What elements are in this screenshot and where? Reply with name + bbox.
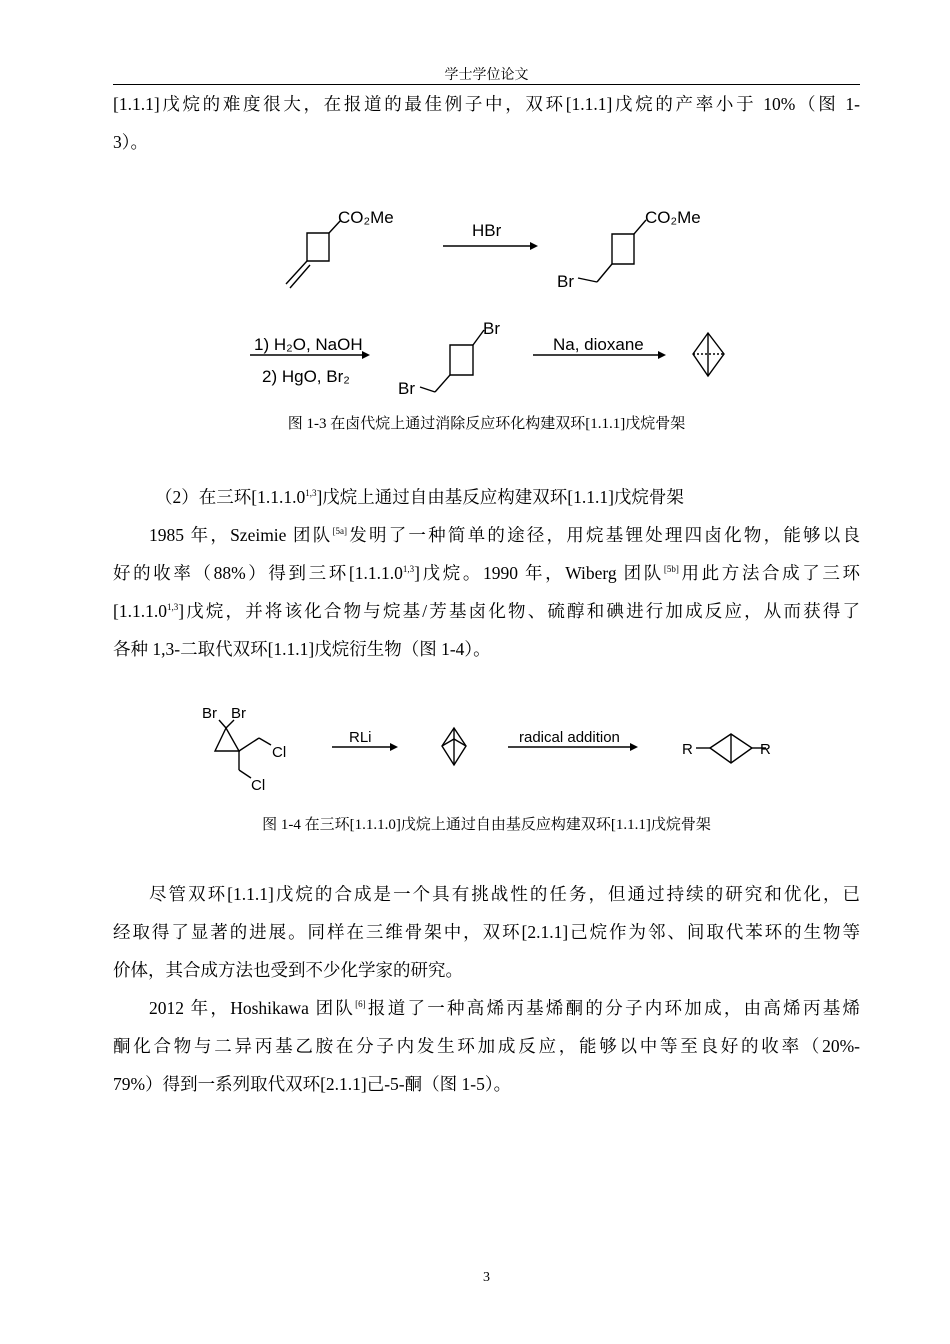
figure-caption: 图 1-3 在卤代烷上通过消除反应环化构建双环[1.1.1]戊烷骨架 [287,416,686,432]
label-reagent-rli: RLi [349,729,372,746]
cyclopropane-ring [215,728,239,751]
bond [239,738,259,751]
paragraph [113,875,860,989]
label-r: R [682,741,693,758]
bond [239,770,251,778]
paragraph [113,989,860,1103]
text-line: 尽管双环[1.1.1]戊烷的合成是一个具有挑战性的任务，但通过持续的研究和优化，已 [149,884,860,904]
text-line: 经取得了显著的进展。同样在三维骨架中，双环[2.1.1]己烷作为邻、间取代苯环的生物等 [113,922,860,942]
text-line: 2012 年，Hoshikawa 团队[6]报道了一种高烯丙基烯酮的分子内环加成，由高烯丙基烯 [149,998,861,1018]
scheme-figure-1-4 [0,700,950,805]
label-cl: Cl [251,777,266,794]
label-co2me: CO₂Me [338,208,394,227]
figure-caption: 图 1-4 在三环[1.1.1.0]戊烷上通过自由基反应构建双环[1.1.1]戊烷骨架 [262,817,711,833]
arrow-head [658,351,666,359]
citation: [5a] [332,526,348,536]
superscript: 1,3 [166,602,179,612]
section-heading: （2）在三环[1.1.1.0$^{1,3}$]戊烷上通过自由基反应构建双环[1.1.1]戊烷骨架 [155,487,684,507]
label-br: Br [557,272,574,291]
text-line: 3）。 [113,132,148,152]
label-co2me: CO₂Me [645,208,701,227]
page-number: 3 [483,1270,490,1285]
arrow-head [630,743,638,751]
label-cl: Cl [272,744,287,761]
label-br: Br [398,379,415,398]
text-line: 好的收率（88%）得到三环[1.1.1.0$^{1,3}$]戊烷。1990 年，Wiberg 团队[5b]用此方法合成了三环 [113,563,861,583]
citation: [6] [355,999,366,1009]
running-header: 学士学位论文 [444,67,529,83]
text-line: 价体，其合成方法也受到不少化学家的研究。 [113,960,463,980]
bond [219,720,226,728]
arrow-head [362,351,370,359]
label-reagent-hbr: HBr [472,221,502,240]
label-reagent-na: Na, dioxane [553,335,644,354]
arrow-head [530,242,538,250]
label-br: Br [483,319,500,338]
text-line: 79%）得到一系列取代双环[2.1.1]己-5-酮（图 1-5）。 [113,1074,512,1094]
arrow-head [390,743,398,751]
citation: [5b] [663,564,679,574]
bond [259,738,271,745]
label-step1: 1) H₂O, NaOH [254,335,363,354]
text-line: 各种 1,3-二取代双环[1.1.1]戊烷衍生物（图 1-4）。 [113,639,491,659]
scheme-figure-1-3 [0,190,950,400]
bond [420,387,435,392]
bond [578,278,597,282]
text-line: [1.1.1]戊烷的难度很大，在报道的最佳例子中，双环[1.1.1]戊烷的产率小于 10%（图 1- [113,94,860,114]
label-step2: 2) HgO, Br₂ [262,367,350,386]
paragraph-continued [113,85,860,161]
label-br: Br [231,705,246,722]
superscript: 1,3 [305,488,317,498]
text-line: [1.1.1.0$^{1,3}$]戊烷，并将该化合物与烷基/芳基卤化物、硫醇和碘进行加成反应，从而获得了 [113,601,860,621]
cyclobutane-ring [450,345,473,375]
label-br: Br [202,705,217,722]
bond [435,375,450,392]
paragraph [113,516,860,668]
cyclobutane-ring [612,234,634,264]
label-r: R [760,741,771,758]
bond [597,264,612,282]
label-reagent-radical: radical addition [519,729,620,746]
cyclobutane-ring [307,233,329,261]
text-line: 酮化合物与二异丙基乙胺在分子内发生环加成反应，能够以中等至良好的收率（20%- [113,1036,860,1056]
text-line: 1985 年，Szeimie 团队[5a]发明了一种简单的途径，用烷基锂处理四卤化物，能够以良 [149,525,861,545]
superscript: 1,3 [402,564,415,574]
